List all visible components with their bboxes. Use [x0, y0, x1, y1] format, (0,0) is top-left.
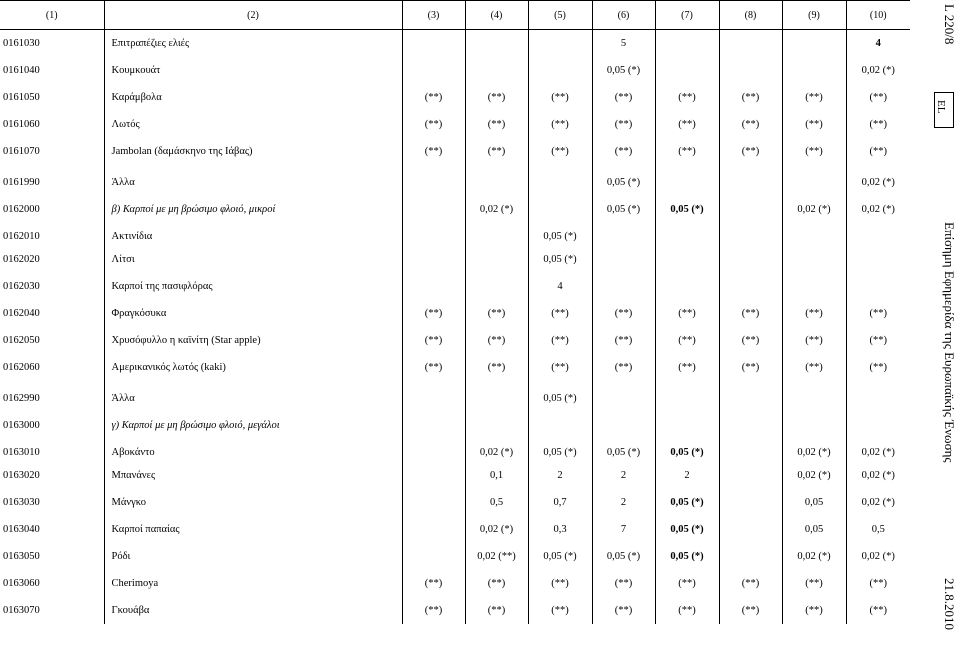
column-header: (3) [402, 1, 465, 30]
mrl-value: (**) [655, 597, 719, 624]
mrl-value [655, 408, 719, 435]
mrl-value: 0,05 (*) [655, 435, 719, 462]
mrl-value [528, 192, 592, 219]
product-code: 0163040 [3, 523, 40, 535]
mrl-value: (**) [782, 597, 846, 624]
mrl-value [402, 165, 465, 192]
mrl-value: (**) [846, 354, 910, 381]
mrl-value: 0,05 (*) [655, 543, 719, 570]
mrl-value [655, 246, 719, 273]
product-code: 0161050 [3, 91, 40, 103]
mrl-value [465, 408, 528, 435]
mrl-value [592, 219, 655, 246]
mrl-value [528, 165, 592, 192]
mrl-value [402, 219, 465, 246]
product-code: 0162020 [3, 253, 40, 265]
product-name: γ) Καρποί με μη βρώσιμο φλοιό, μεγάλοι [104, 408, 402, 435]
product-name: Φραγκόσυκα [104, 300, 402, 327]
mrl-value [719, 408, 782, 435]
mrl-value: 0,05 [782, 516, 846, 543]
mrl-value: (**) [402, 84, 465, 111]
table-row [0, 30, 910, 57]
mrl-value: (**) [465, 354, 528, 381]
product-name: Χρυσόφυλλο η καϊνίτη (Star apple) [104, 327, 402, 354]
language-code: EL [935, 100, 947, 114]
mrl-value: (**) [465, 300, 528, 327]
mrl-value [465, 57, 528, 84]
mrl-value [465, 273, 528, 300]
product-name: Ρόδι [104, 543, 402, 570]
table-row [0, 192, 910, 219]
product-code: 0162990 [3, 392, 40, 404]
mrl-value: (**) [402, 354, 465, 381]
mrl-value: (**) [719, 597, 782, 624]
publication-date: 21.8.2010 [942, 578, 957, 630]
mrl-value: 0,02 (*) [465, 192, 528, 219]
mrl-value [719, 165, 782, 192]
product-code: 0163000 [3, 419, 40, 431]
mrl-value: 0,05 (*) [655, 489, 719, 516]
mrl-value [846, 219, 910, 246]
mrl-value: 0,05 (*) [592, 543, 655, 570]
mrl-value: (**) [719, 354, 782, 381]
mrl-value [719, 381, 782, 408]
table-row [0, 543, 910, 570]
table-row [0, 138, 910, 165]
column-header: (5) [528, 1, 592, 30]
mrl-value: 0,05 (*) [592, 435, 655, 462]
mrl-value: (**) [592, 570, 655, 597]
column-header: (4) [465, 1, 528, 30]
mrl-value: 5 [592, 30, 655, 57]
mrl-value: (**) [655, 138, 719, 165]
product-code: 0163070 [3, 604, 40, 616]
product-code: 0162030 [3, 280, 40, 292]
product-name: Αβοκάντο [104, 435, 402, 462]
mrl-value: (**) [592, 84, 655, 111]
table-row [0, 273, 910, 300]
mrl-value: (**) [402, 138, 465, 165]
mrl-value [465, 165, 528, 192]
table-row [0, 516, 910, 543]
mrl-value: (**) [719, 84, 782, 111]
mrl-value [592, 408, 655, 435]
mrl-value [465, 246, 528, 273]
mrl-value: 0,05 (*) [655, 516, 719, 543]
mrl-value: (**) [655, 570, 719, 597]
mrl-value: 0,05 (*) [528, 543, 592, 570]
mrl-value: (**) [402, 111, 465, 138]
mrl-value: 7 [592, 516, 655, 543]
product-name: Μπανάνες [104, 462, 402, 489]
mrl-value [528, 408, 592, 435]
table-row [0, 84, 910, 111]
mrl-value: 0,05 (*) [592, 57, 655, 84]
mrl-value [655, 219, 719, 246]
product-code: 0162060 [3, 361, 40, 373]
mrl-value: (**) [782, 354, 846, 381]
table-row [0, 300, 910, 327]
mrl-value: 0,5 [846, 516, 910, 543]
product-code: 0161040 [3, 64, 40, 76]
product-code: 0161060 [3, 118, 40, 130]
product-name: Μάνγκο [104, 489, 402, 516]
mrl-value [719, 30, 782, 57]
product-name: Cherimoya [104, 570, 402, 597]
mrl-value: (**) [592, 327, 655, 354]
mrl-value: 0,05 (*) [592, 192, 655, 219]
mrl-value [402, 462, 465, 489]
table-row [0, 327, 910, 354]
mrl-value: (**) [465, 570, 528, 597]
mrl-value [402, 435, 465, 462]
mrl-value [402, 30, 465, 57]
mrl-value: 0,02 (*) [465, 435, 528, 462]
mrl-value: 0,05 (*) [528, 435, 592, 462]
mrl-value [719, 435, 782, 462]
column-header: (7) [655, 1, 719, 30]
mrl-value: 4 [846, 30, 910, 57]
mrl-value: (**) [592, 111, 655, 138]
mrl-value [782, 246, 846, 273]
mrl-value [719, 543, 782, 570]
mrl-value [592, 246, 655, 273]
table-row [0, 165, 910, 192]
mrl-value [782, 57, 846, 84]
mrl-value: (**) [782, 300, 846, 327]
mrl-value: (**) [402, 327, 465, 354]
mrl-value [655, 57, 719, 84]
mrl-value: (**) [655, 84, 719, 111]
mrl-value: (**) [528, 327, 592, 354]
mrl-value: 0,5 [465, 489, 528, 516]
mrl-value: (**) [846, 570, 910, 597]
table-row [0, 354, 910, 381]
mrl-value [402, 246, 465, 273]
mrl-value [719, 516, 782, 543]
page-margin-header [924, 0, 960, 665]
product-name: Λωτός [104, 111, 402, 138]
mrl-value: (**) [846, 111, 910, 138]
mrl-value: 2 [592, 462, 655, 489]
column-header: (2) [104, 1, 402, 30]
product-name: Άλλα [104, 381, 402, 408]
product-code: 0162040 [3, 307, 40, 319]
mrl-value [402, 381, 465, 408]
mrl-value [402, 489, 465, 516]
mrl-value: (**) [846, 300, 910, 327]
mrl-value: (**) [465, 597, 528, 624]
product-code: 0163060 [3, 577, 40, 589]
mrl-value [655, 165, 719, 192]
product-code: 0163010 [3, 446, 40, 458]
mrl-value: (**) [592, 354, 655, 381]
mrl-value [846, 408, 910, 435]
mrl-value: (**) [655, 327, 719, 354]
mrl-value: (**) [592, 138, 655, 165]
mrl-value: (**) [655, 354, 719, 381]
product-name: Κουμκουάτ [104, 57, 402, 84]
mrl-value [782, 30, 846, 57]
mrl-value [465, 219, 528, 246]
mrl-value [782, 273, 846, 300]
table-row [0, 435, 910, 462]
page-reference: L 220/8 [942, 4, 957, 45]
mrl-value: 0,05 (*) [592, 165, 655, 192]
mrl-value [719, 57, 782, 84]
mrl-value [719, 489, 782, 516]
table-row [0, 111, 910, 138]
table-row [0, 570, 910, 597]
mrl-value: 0,02 (*) [846, 57, 910, 84]
product-name: Καρποί της πασιφλόρας [104, 273, 402, 300]
product-name: Καράμβολα [104, 84, 402, 111]
mrl-value [719, 192, 782, 219]
mrl-value: (**) [782, 327, 846, 354]
mrl-value: 0,02 (*) [782, 435, 846, 462]
mrl-value: (**) [465, 111, 528, 138]
mrl-value: (**) [719, 138, 782, 165]
mrl-value [655, 273, 719, 300]
mrl-value: 0,3 [528, 516, 592, 543]
product-name: β) Καρποί με μη βρώσιμο φλοιό, μικροί [104, 192, 402, 219]
mrl-value: 0,02 (*) [846, 435, 910, 462]
mrl-value [719, 462, 782, 489]
column-header: (1) [0, 1, 104, 30]
table-row [0, 462, 910, 489]
table-row [0, 381, 910, 408]
product-code: 0161030 [3, 37, 40, 49]
mrl-value: (**) [528, 300, 592, 327]
mrl-value: (**) [528, 570, 592, 597]
mrl-value [719, 246, 782, 273]
table-body [0, 30, 910, 624]
column-header: (6) [592, 1, 655, 30]
table-row [0, 57, 910, 84]
product-name: Λίτσι [104, 246, 402, 273]
mrl-value [846, 273, 910, 300]
product-code: 0162050 [3, 334, 40, 346]
mrl-value: 0,02 (*) [846, 165, 910, 192]
mrl-value [655, 381, 719, 408]
mrl-value [402, 408, 465, 435]
mrl-value [655, 30, 719, 57]
mrl-value: (**) [528, 597, 592, 624]
mrl-value: (**) [465, 327, 528, 354]
table-row [0, 489, 910, 516]
mrl-value: (**) [592, 597, 655, 624]
mrl-value: (**) [782, 570, 846, 597]
mrl-value [402, 516, 465, 543]
column-header: (8) [719, 1, 782, 30]
mrl-value: 0,02 (*) [846, 192, 910, 219]
mrl-value [719, 273, 782, 300]
mrl-value: 4 [528, 273, 592, 300]
mrl-value [465, 30, 528, 57]
mrl-value [782, 381, 846, 408]
mrl-value: (**) [655, 111, 719, 138]
mrl-value: 0,05 (*) [528, 219, 592, 246]
mrl-value: (**) [719, 327, 782, 354]
mrl-value: (**) [782, 111, 846, 138]
mrl-value: 0,02 (*) [846, 543, 910, 570]
column-header: (10) [846, 1, 910, 30]
table-header-row [0, 1, 910, 30]
mrl-value: 0,02 (*) [782, 192, 846, 219]
mrl-value [782, 165, 846, 192]
mrl-value: 0,05 (*) [528, 381, 592, 408]
mrl-value [402, 57, 465, 84]
product-name: Ακτινίδια [104, 219, 402, 246]
product-code: 0161990 [3, 176, 40, 188]
product-code: 0162010 [3, 230, 40, 242]
mrl-value: (**) [402, 570, 465, 597]
mrl-value: 0,02 (*) [846, 489, 910, 516]
mrl-value [402, 273, 465, 300]
product-code: 0163020 [3, 469, 40, 481]
product-code: 0163030 [3, 496, 40, 508]
mrl-value: (**) [782, 138, 846, 165]
mrl-value: (**) [465, 84, 528, 111]
mrl-value [846, 381, 910, 408]
mrl-value: 0,05 [782, 489, 846, 516]
product-code: 0163050 [3, 550, 40, 562]
mrl-value [402, 192, 465, 219]
table-row [0, 597, 910, 624]
mrl-value: (**) [846, 597, 910, 624]
mrl-value: 0,02 (*) [782, 462, 846, 489]
mrl-value: (**) [528, 138, 592, 165]
mrl-value: 0,02 (**) [465, 543, 528, 570]
mrl-value: 2 [592, 489, 655, 516]
product-name: Καρποί παπαίας [104, 516, 402, 543]
product-name: Αμερικανικός λωτός (kaki) [104, 354, 402, 381]
mrl-value: 0,05 (*) [655, 192, 719, 219]
product-name: Επιτραπέζιες ελιές [104, 30, 402, 57]
mrl-value: (**) [402, 300, 465, 327]
mrl-value: 0,02 (*) [782, 543, 846, 570]
mrl-value [465, 381, 528, 408]
mrl-value [592, 273, 655, 300]
mrl-value: (**) [846, 327, 910, 354]
mrl-value [402, 543, 465, 570]
mrl-value: 2 [655, 462, 719, 489]
mrl-value: (**) [402, 597, 465, 624]
mrl-value [719, 219, 782, 246]
mrl-value: (**) [528, 354, 592, 381]
mrl-value [528, 57, 592, 84]
mrl-value: 0,7 [528, 489, 592, 516]
mrl-value [782, 219, 846, 246]
product-code: 0161070 [3, 145, 40, 157]
mrl-value: (**) [719, 570, 782, 597]
mrl-value: (**) [846, 84, 910, 111]
table-row [0, 408, 910, 435]
product-code: 0162000 [3, 203, 40, 215]
mrl-value: (**) [846, 138, 910, 165]
product-name: Άλλα [104, 165, 402, 192]
mrl-value [782, 408, 846, 435]
table-row [0, 246, 910, 273]
mrl-value: (**) [719, 111, 782, 138]
mrl-value: (**) [719, 300, 782, 327]
mrl-value: 0,02 (*) [465, 516, 528, 543]
mrl-value: 2 [528, 462, 592, 489]
mrl-value [846, 246, 910, 273]
mrl-value: 0,05 (*) [528, 246, 592, 273]
mrl-value: 0,02 (*) [846, 462, 910, 489]
journal-title: Επίσημη Εφημερίδα της Ευρωπαϊκής Ένωσης [942, 222, 957, 463]
mrl-value: (**) [465, 138, 528, 165]
mrl-value [528, 30, 592, 57]
mrl-value: (**) [592, 300, 655, 327]
table-row [0, 219, 910, 246]
product-name: Jambolan (δαμάσκηνο της Ιάβας) [104, 138, 402, 165]
mrl-value: 0,1 [465, 462, 528, 489]
mrl-value: (**) [528, 111, 592, 138]
mrl-value [592, 381, 655, 408]
product-name: Γκουάβα [104, 597, 402, 624]
mrl-value: (**) [655, 300, 719, 327]
mrl-value: (**) [528, 84, 592, 111]
column-header: (9) [782, 1, 846, 30]
mrl-value: (**) [782, 84, 846, 111]
